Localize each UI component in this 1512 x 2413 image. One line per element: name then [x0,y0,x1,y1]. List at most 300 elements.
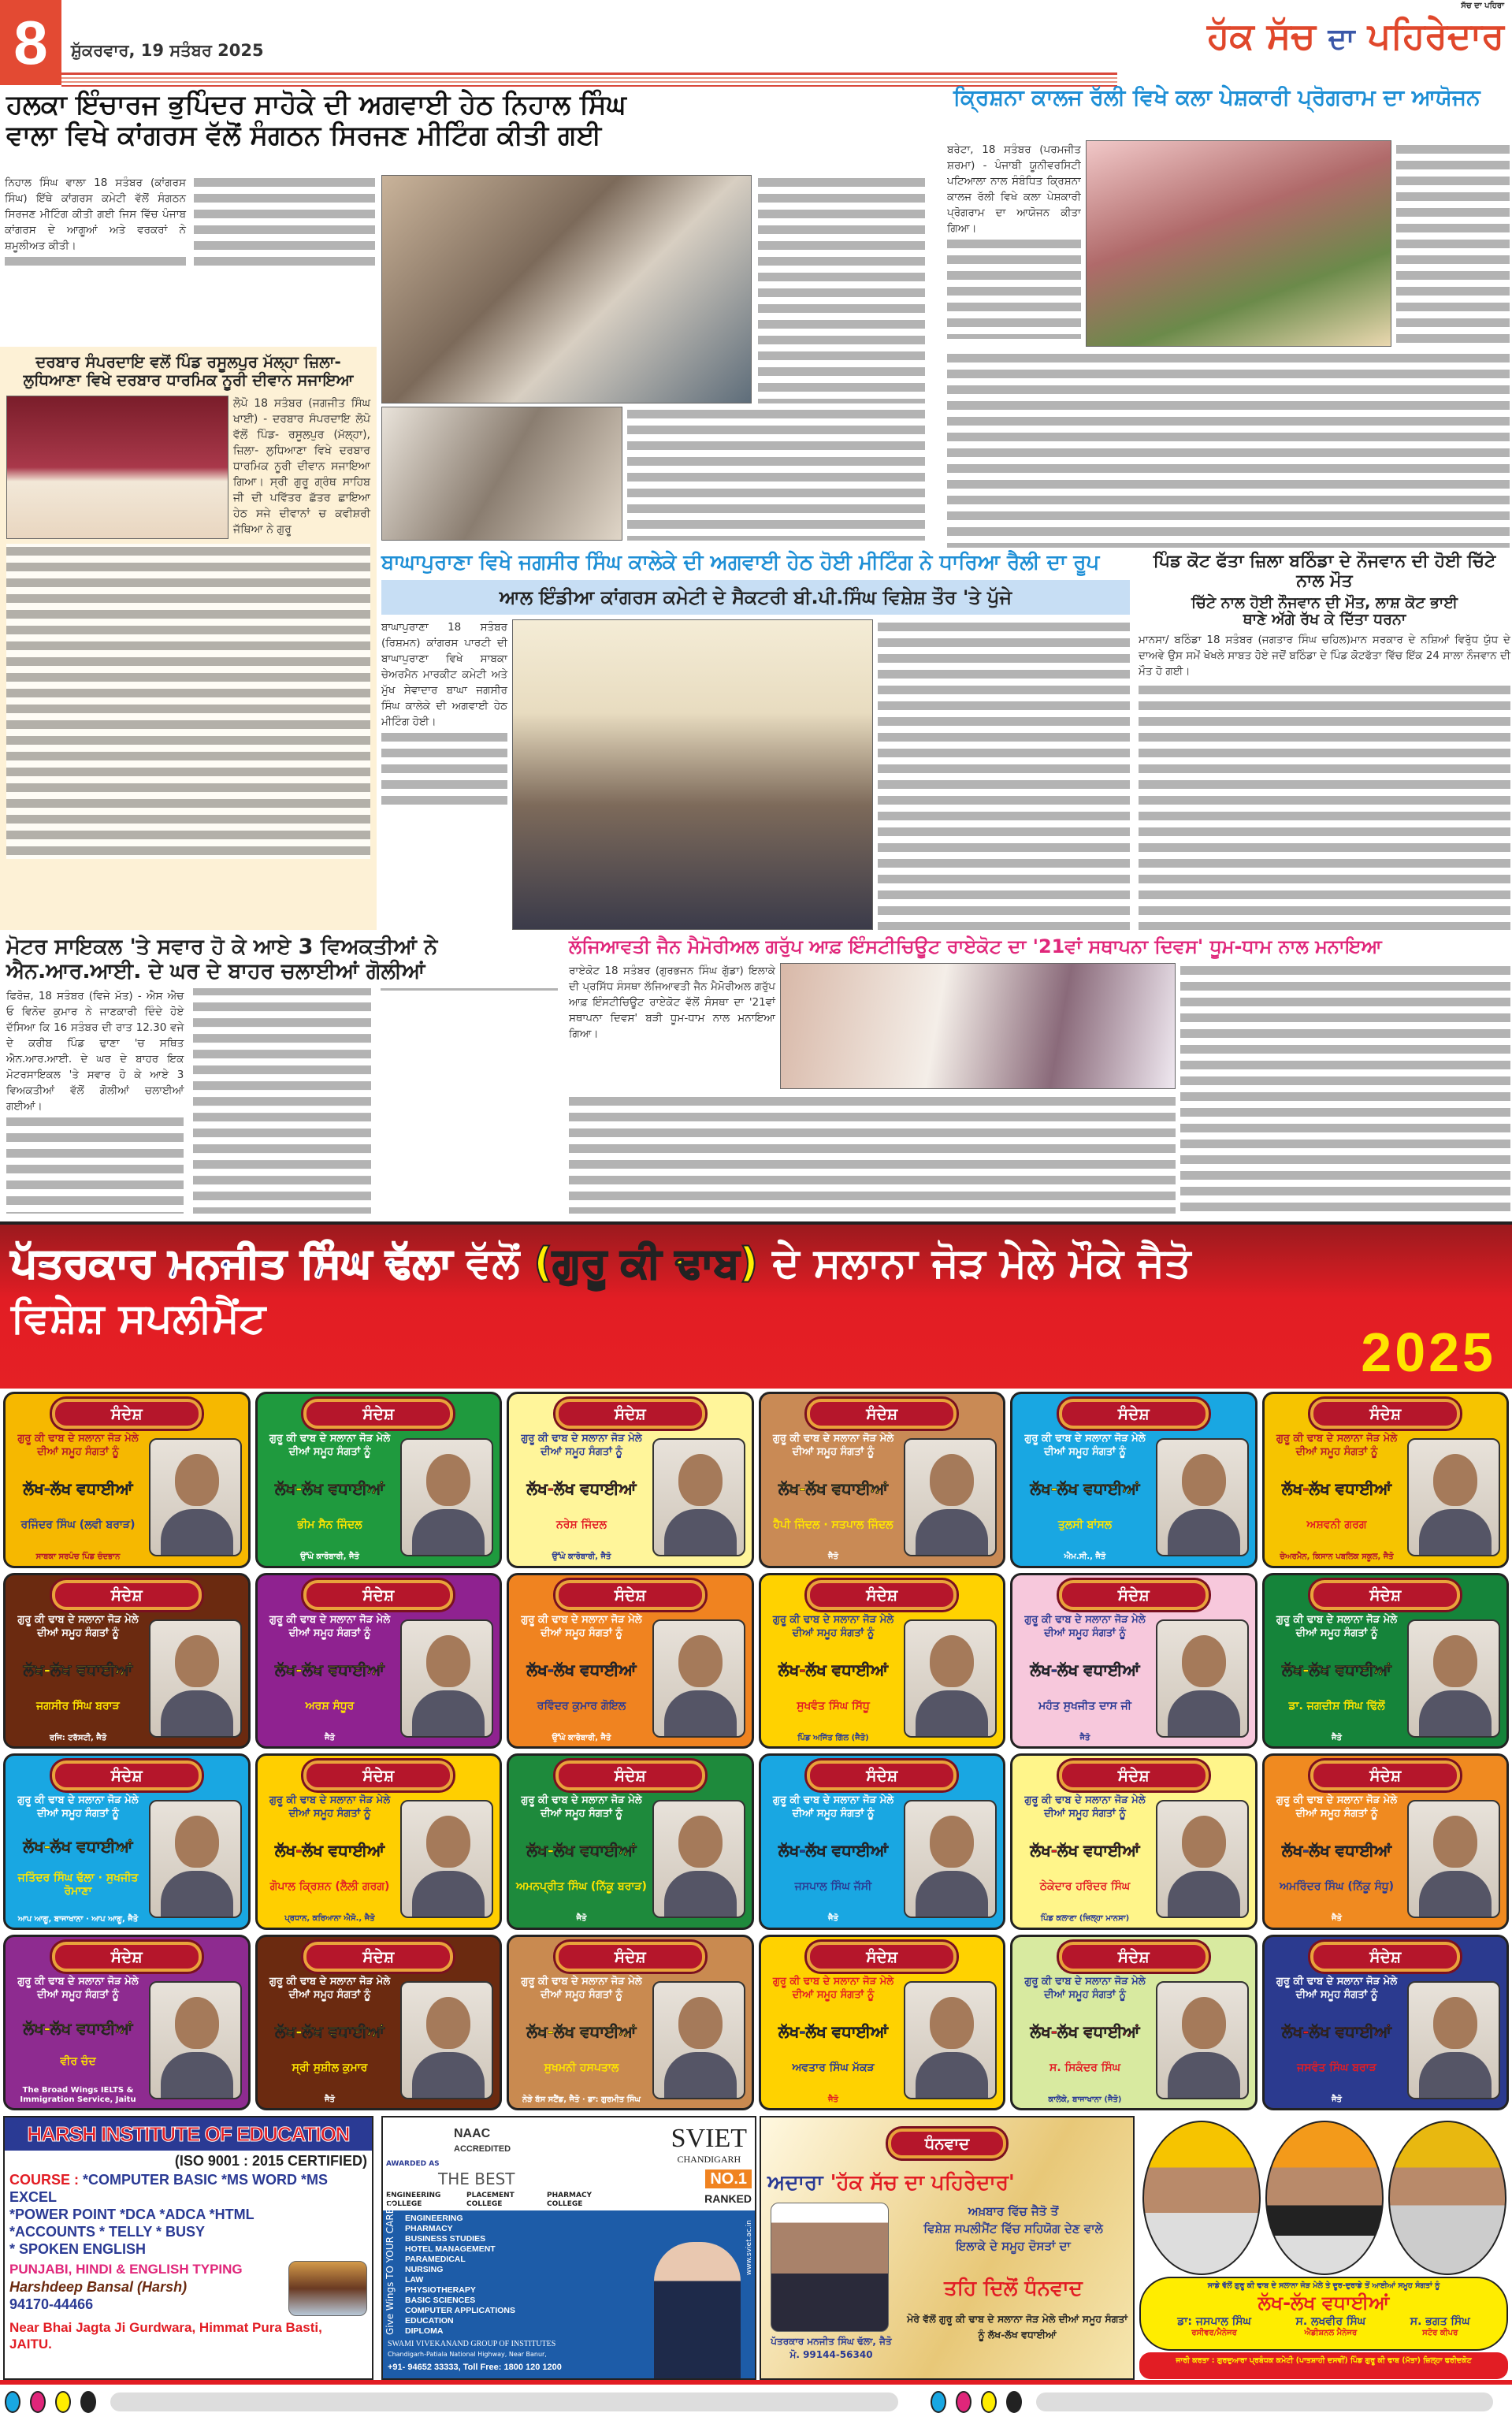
plaque: ਸੰਦੇਸ਼ [52,1399,202,1429]
committee-member [1296,2314,1366,2338]
card-subtitle: ਜੈਤੋ [828,1914,838,1924]
logo-part: ਹੱਕ ਸੱਚ [1207,14,1316,57]
greeting-ad-card [759,1753,1006,1930]
card-greeting: ਲੱਖ-ਲੱਖ ਵਧਾਈਆਂ [1282,1660,1391,1679]
committee-member [1177,2314,1251,2338]
course-label: COURSE : [9,2172,80,2188]
article-body [1139,682,1510,930]
article-body [878,619,1130,930]
card-greeting: ਲੱਖ-ਲੱਖ ਵਧਾਈਆਂ [275,1841,385,1861]
course-line: * SPOKEN ENGLISH [9,2241,147,2257]
headline-krishna: ਕ੍ਰਿਸ਼ਨਾ ਕਾਲਜ ਰੱਲੀ ਵਿਖੇ ਕਲਾ ਪੇਸ਼ਕਾਰੀ ਪ੍ਰੋਗਰਾਮ ਦਾ ਆਯੋਜਨ [953,84,1480,110]
person-photo [149,1800,242,1918]
person-photo [1156,1438,1249,1556]
student-photo [654,2242,741,2380]
plaque: ਸੰਦੇਸ਼ [303,1580,453,1610]
supplement-title [11,1236,1287,1346]
phone-number: ਮੋ. 99144-56340 [789,2349,873,2360]
award-label: ENGINEERING COLLEGE [386,2192,441,2208]
registration-mark [981,2391,997,2413]
headline-line: ਮੋਟਰ ਸਾਇਕਲ 'ਤੇ ਸਵਾਰ ਹੋ ਕੇ ਆਏ 3 ਵਿਅਕਤੀਆਂ ਨੇ [6,935,438,959]
phone-number: +91- 94652 33333, Toll Free: 1800 120 1200 [388,2363,562,2372]
card-greeting: ਲੱਖ-ਲੱਖ ਵਧਾਈਆਂ [1030,1479,1140,1499]
article-body [6,544,370,859]
card-message: ਗੁਰੂ ਕੀ ਢਾਬ ਦੇ ਸਲਾਨਾ ਜੋੜ ਮੇਲੇ ਦੀਆਂ ਸਮੂਹ ਸੰਗਤਾਂ ਨੂੰ [269,1433,391,1458]
course-item: COMPUTER APPLICATIONS [405,2306,516,2315]
article-body: ਰਾਏਕੋਟ 18 ਸਤੰਬਰ (ਗੁਰਭਜਨ ਸਿੰਘ ਗੁੱਡਾ) ਇਲਾਕੇ ਦੀ ਪ੍ਰਸਿੱਧ ਸੰਸਥਾ ਲੱਜਿਆਵਤੀ ਜੈਨ ਮੈਮੋਰੀਅਲ ਗਰੁੱਪ ਆਫ਼ ਇੰਸਟੀਚਿਊਟ ਰਾਏਕੋਟ ਵੱਲੋਂ ਸੰਸਥਾ ਦਾ '21ਵਾਂ ਸਥਾਪਨਾ ਦਿਵਸ' ਬੜੀ ਧੂਮ-ਧਾਮ ਨਾਲ ਮਨਾਇਆ ਗਿਆ। [569,964,775,1040]
card-subtitle: ਨੇੜੇ ਬੱਸ ਸਟੈਂਡ, ਜੈਤੋ · ਡਾ: ਗੁਰਮੀਤ ਸਿੰਘ [522,2095,641,2104]
registration-mark [80,2391,96,2413]
website[interactable]: www.sviet.ac.in [745,2220,753,2276]
contact-person: Harshdeep Bansal (Harsh) [9,2279,188,2295]
greeting: ਲੱਖ-ਲੱਖ ਵਧਾਈਆਂ [1258,2292,1390,2314]
subhead-line: ਥਾਣੇ ਅੱਗੇ ਰੱਖ ਕੇ ਦਿੱਤਾ ਧਰਨਾ [1243,611,1406,629]
course-item: BASIC SCIENCES [405,2296,476,2305]
person-photo [652,1619,745,1738]
plaque: ਧੰਨਵਾਦ [888,2129,1006,2158]
group-name: SWAMI VIVEKANAND GROUP OF INSTITUTES [388,2340,556,2348]
card-message: ਗੁਰੂ ਕੀ ਢਾਬ ਦੇ ਸਲਾਨਾ ਜੋੜ ਮੇਲੇ ਦੀਆਂ ਸਮੂਹ ਸੰਗਤਾਂ ਨੂੰ [521,1613,642,1639]
card-text [1268,1794,1406,1924]
plaque: ਸੰਦੇਸ਼ [807,1580,957,1610]
person-photo [1156,1800,1249,1918]
card-name: ਰਜਿੰਦਰ ਸਿੰਘ (ਲਵੀ ਬਰਾੜ) [20,1519,136,1532]
card-greeting: ਲੱਖ-ਲੱਖ ਵਧਾਈਆਂ [23,2018,133,2038]
greeting-ad-card [1010,1573,1258,1749]
card-text [512,1975,651,2106]
person-photo [652,1800,745,1918]
supplement-year: 2025 [1361,1322,1496,1383]
person-photo [1156,1619,1249,1738]
card-subtitle: ਚੇਅਰਮੈਨ, ਕਿਸਾਨ ਪਬਲਿਕ ਸਕੂਲ, ਜੈਤੋ [1280,1552,1394,1562]
greeting-ad-card [3,1392,251,1568]
greeting-ad-card [759,1935,1006,2111]
course-line: *POWER POINT *DCA *ADCA *HTML [9,2207,254,2222]
card-greeting: ਲੱਖ-ਲੱਖ ਵਧਾਈਆਂ [23,1836,133,1856]
greeting-ad-card [507,1392,754,1568]
logo-tagline: ਸੱਚ ਦਾ ਪਹਿਰਾ [1461,2,1504,10]
person-photo [400,1619,493,1738]
card-greeting: ਲੱਖ-ਲੱਖ ਵਧਾਈਆਂ [275,2021,385,2041]
news-photo [381,407,622,541]
news-photo [381,175,752,403]
card-greeting: ਲੱਖ-ਲੱਖ ਵਧਾਈਆਂ [778,1479,888,1499]
plaque: ਸੰਦੇਸ਼ [52,1760,202,1790]
no1-badge: NO.1 [705,2169,752,2188]
person-photo [904,1800,997,1918]
card-name: ਡਾ. ਜਗਦੀਸ਼ ਸਿੰਘ ਢਿੱਲੋਂ [1288,1699,1385,1712]
article-body: ਲੋਪੋ 18 ਸਤੰਬਰ (ਜਗਜੀਤ ਸਿੰਘ ਖਾਈ) - ਦਰਬਾਰ ਸੰਪਰਦਾਇ ਲੋਪੋ ਵੱਲੋਂ ਪਿੰਡ- ਰਸੂਲਪੁਰ (ਮੱਲ੍ਹਾ), ਜ਼ਿਲਾ- ਲੁਧਿਆਣਾ ਵਿਖੇ ਦਰਬਾਰ ਧਾਰਮਿਕ ਨੂਰੀ ਦੀਵਾਨ ਸਜਾਇਆ ਗਿਆ। ਸ੍ਰੀ ਗੁਰੂ ਗ੍ਰੰਥ ਸਾਹਿਬ ਜੀ ਦੀ ਪਵਿੱਤਰ ਛੱਤਰ ਛਾਇਆ ਹੇਠ ਸਜੇ ਦੀਵਾਨਾਂ ਚ ਕਵੀਸ਼ਰੀ ਜੱਥਿਆ ਨੇ ਗੁਰੂ [233,397,370,536]
registration-mark [30,2391,46,2413]
card-greeting: ਲੱਖ-ਲੱਖ ਵਧਾਈਆਂ [23,1660,133,1679]
person-photo [652,1981,745,2099]
news-photo [6,396,228,539]
card-text [512,1613,651,1744]
ranked-label: RANKED [704,2192,752,2205]
darbar-article [0,347,377,930]
card-subtitle: The Broad Wings IELTS & Immigration Service, Jaitu [20,2085,136,2104]
headline-line: ਐਨ.ਆਰ.ਆਈ. ਦੇ ਘਰ ਦੇ ਬਾਹਰ ਚਲਾਈਆਂ ਗੋਲੀਆਂ [6,959,425,984]
person-photo [904,1981,997,2099]
issue-date: ਸ਼ੁੱਕਰਵਾਰ, 19 ਸਤੰਬਰ 2025 [71,41,264,60]
award-label: PLACEMENT COLLEGE [466,2192,515,2208]
tagline: Give Wings TO YOUR CAREER [385,2195,396,2335]
headline-halka [6,90,940,151]
greeting-ad-card [507,1753,754,1930]
member-role: ਰਸੀਵਰ/ਮੈਨੇਜਰ [1191,2329,1237,2337]
person-photo [149,1438,242,1556]
member-name: ਡਾ: ਜਸਪਾਲ ਸਿੰਘ [1177,2315,1251,2328]
plaque: ਸੰਦੇਸ਼ [807,1760,957,1790]
card-name: ਹੈਪੀ ਜਿੰਦਲ · ਸਤਪਾਲ ਜਿੰਦਲ [773,1519,893,1532]
greeting-ad-card [507,1573,754,1749]
card-text [261,1794,399,1924]
greeting-ad-card [3,1753,251,1930]
gray-bar [1036,2393,1493,2411]
card-greeting: ਲੱਖ-ਲੱਖ ਵਧਾਈਆਂ [778,1660,888,1679]
headline-line: ਵਾਲਾ ਵਿਖੇ ਕਾਂਗਰਸ ਵੱਲੋਂ ਸੰਗਠਨ ਸਿਰਜਣ ਮੀਟਿੰਗ ਕੀਤੀ ਗਈ [6,120,602,152]
card-greeting: ਲੱਖ-ਲੱਖ ਵਧਾਈਆਂ [526,2021,637,2041]
card-greeting: ਲੱਖ-ਲੱਖ ਵਧਾਈਆਂ [1282,1841,1391,1861]
card-message: ਗੁਰੂ ਕੀ ਢਾਬ ਦੇ ਸਲਾਨਾ ਜੋੜ ਮੇਲੇ ਦੀਆਂ ਸਮੂਹ ਸੰਗਤਾਂ ਨੂੰ [17,1613,139,1639]
course-line: *COMPUTER BASIC *MS WORD *MS EXCEL [9,2172,329,2205]
member-name: ਸ. ਲਖਵੀਰ ਸਿੰਘ [1295,2315,1366,2328]
card-text [764,1794,903,1924]
card-greeting: ਲੱਖ-ਲੱਖ ਵਧਾਈਆਂ [1282,2021,1391,2041]
person-photo [904,1619,997,1738]
headline-line: ਹਲਕਾ ਇੰਚਾਰਜ ਭੁਪਿੰਦਰ ਸਾਹੋਕੇ ਦੀ ਅਗਵਾਈ ਹੇਠ ਨਿਹਾਲ ਸਿੰਘ [6,89,626,121]
card-name: ਵੀਰ ਚੰਦ [60,2054,96,2068]
best-label: THE BEST [438,2169,515,2188]
card-subtitle: ਜੈਤੋ [325,2095,335,2104]
card-greeting: ਲੱਖ-ਲੱਖ ਵਧਾਈਆਂ [1030,1841,1140,1861]
card-name: ਜਗਸੀਰ ਸਿੰਘ ਬਰਾੜ [36,1699,120,1712]
course-item: DIPLOMA [405,2326,444,2336]
reporter-name: ਪੱਤਰਕਾਰ ਮਨਜੀਤ ਸਿੰਘ ਢੱਲਾ, ਜੈਤੋ [771,2336,892,2347]
subhead-kotfatta [1139,595,1510,630]
article-body [569,1094,1176,1214]
course-item: PARAMEDICAL [405,2255,466,2264]
article-body [947,351,1510,548]
accredited-label: ACCREDITED [454,2144,511,2154]
person-photo [1156,1981,1249,2099]
card-text [1016,1613,1154,1744]
subhead-line: ਚਿੱਟੇ ਨਾਲ ਹੋਈ ਨੌਜਵਾਨ ਦੀ ਮੌਤ, ਲਾਸ਼ ਕੋਟ ਭਾਈ [1191,593,1458,612]
registration-mark [55,2391,71,2413]
card-greeting: ਲੱਖ-ਲੱਖ ਵਧਾਈਆਂ [275,1660,385,1679]
card-text [1268,1432,1406,1563]
logo-part: ਪਹਿਰੇਦਾਰ [1367,14,1504,57]
card-message: ਗੁਰੂ ਕੀ ਢਾਬ ਦੇ ਸਲਾਨਾ ਜੋੜ ਮੇਲੇ ਦੀਆਂ ਸਮੂਹ ਸੰਗਤਾਂ ਨੂੰ [1276,1794,1398,1820]
course-item: NURSING [405,2265,444,2274]
card-greeting: ਲੱਖ-ਲੱਖ ਵਧਾਈਆਂ [778,2021,888,2041]
text-line: ਅਖ਼ਬਾਰ ਵਿੱਚ ਜੈਤੋ ਤੋਂ [968,2204,1059,2218]
card-name: ਅਮਰਿੰਦਰ ਸਿੰਘ (ਨਿੱਕੂ ਸੰਧੂ) [1279,1880,1394,1894]
headline-lajja: ਲੱਜਿਆਵਤੀ ਜੈਨ ਮੈਮੋਰੀਅਲ ਗਰੁੱਪ ਆਫ਼ ਇੰਸਟੀਚਿਊਟ ਰਾਏਕੋਟ ਦਾ '21ਵਾਂ ਸਥਾਪਨਾ ਦਿਵਸ' ਧੂਮ-ਧਾਮ ਨਾਲ ਮਨਾਇਆ [569,935,1382,957]
card-subtitle: ਜੈਤੋ [828,1552,838,1562]
card-subtitle: ਸਾਬਕਾ ਸਰਪੰਚ ਪਿੰਡ ਚੰਦਭਾਨ [35,1552,121,1562]
person-photo [1388,2121,1506,2275]
course-item: LAW [405,2275,424,2285]
plaque: ਸੰਦੇਸ਼ [52,1580,202,1610]
gray-bar [110,2393,898,2411]
intro-line: ਸਾਡੇ ਵੱਲੋਂ ਗੁਰੂ ਕੀ ਢਾਬ ਦੇ ਸਲਾਨਾ ਜੋੜ ਮੇਲੇ ਤੇ ਦੂਰ-ਦੁਰਾਡੇ ਤੋਂ ਆਈਆਂ ਸਮੂਹ ਸੰਗਤਾਂ ਨੂੰ [1207,2281,1440,2290]
greeting-ads-grid [0,1389,1512,2114]
card-message: ਗੁਰੂ ਕੀ ਢਾਬ ਦੇ ਸਲਾਨਾ ਜੋੜ ਮੇਲੇ ਦੀਆਂ ਸਮੂਹ ਸੰਗਤਾਂ ਨੂੰ [17,1794,139,1820]
plaque: ਸੰਦੇਸ਼ [303,1760,453,1790]
plaque: ਸੰਦੇਸ਼ [1059,1760,1209,1790]
card-subtitle: ਰਜਿ: ਟਰੱਸਟੀ, ਜੈਤੋ [49,1733,107,1742]
card-message: ਗੁਰੂ ਕੀ ਢਾਬ ਦੇ ਸਲਾਨਾ ਜੋੜ ਮੇਲੇ ਦੀਆਂ ਸਮੂਹ ਸੰਗਤਾਂ ਨੂੰ [1024,1975,1146,2001]
person-photo [1407,1619,1500,1738]
card-name: ਨਰੇਸ਼ ਜਿੰਦਲ [555,1519,607,1532]
naac-label: NAAC [454,2127,491,2140]
card-message: ਗੁਰੂ ਕੀ ਢਾਬ ਦੇ ਸਲਾਨਾ ਜੋੜ ਮੇਲੇ ਦੀਆਂ ਸਮੂਹ ਸੰਗਤਾਂ ਨੂੰ [1024,1433,1146,1458]
greeting-ad-card [255,1935,503,2111]
member-name: ਸ. ਭਗਤ ਸਿੰਘ [1410,2315,1470,2328]
typing-line: PUNJABI, HINDI & ENGLISH TYPING [9,2262,243,2277]
card-message: ਗੁਰੂ ਕੀ ਢਾਬ ਦੇ ਸਲਾਨਾ ਜੋੜ ਮੇਲੇ ਦੀਆਂ ਸਮੂਹ ਸੰਗਤਾਂ ਨੂੰ [17,1975,139,2001]
article-body: ਬਾਘਾਪੁਰਾਣਾ 18 ਸਤੰਬਰ (ਰਿਸ਼ਮਨ) ਕਾਂਗਰਸ ਪਾਰਟੀ ਦੀ ਬਾਘਾਪੁਰਾਣਾ ਵਿਖੇ ਸਾਬਕਾ ਚੇਅਰਮੈਨ ਮਾਰਕੀਟ ਕਮੇਟੀ ਅਤੇ ਮੁੱਖ ਸੇਵਾਦਾਰ ਬਾਘਾ ਜਗਸੀਰ ਸਿੰਘ ਕਾਲੇਕੇ ਦੀ ਅਗਵਾਈ ਹੇਠ ਮੀਟਿੰਗ ਹੋਈ। [381,619,507,930]
adara-label: ਅਦਾਰਾ [767,2171,823,2195]
greeting-ad-card [1262,1935,1510,2111]
card-text [9,1432,147,1563]
greeting-ad-card [1010,1392,1258,1568]
greeting-ad-card [1010,1753,1258,1930]
card-subtitle: ਕਾਲੇਕੇ, ਬਾਜਾਖਾਨਾ (ਜੈਤੋ) [1048,2095,1122,2104]
article-body: ਨਿਹਾਲ ਸਿੰਘ ਵਾਲਾ 18 ਸਤੰਬਰ (ਕਾਂਗਰਸ ਸਿੰਘ) ਇੱਥੇ ਕਾਂਗਰਸ ਕਮੇਟੀ ਵੱਲੋਂ ਸੰਗਠਨ ਸਿਰਜਣ ਮੀਟਿੰਗ ਕੀਤੀ ਗਈ ਜਿਸ ਵਿੱਚ ਪੰਜਾਬ ਕਾਂਗਰਸ ਦੇ ਆਗੂਆਂ ਅਤੇ ਵਰਕਰਾਂ ਨੇ ਸ਼ਮੂਲੀਅਤ ਕੀਤੀ। [5,175,375,344]
card-message: ਗੁਰੂ ਕੀ ਢਾਬ ਦੇ ਸਲਾਨਾ ਜੋੜ ਮੇਲੇ ਦੀਆਂ ਸਮੂਹ ਸੰਗਤਾਂ ਨੂੰ [1276,1975,1398,2001]
title-part: ਵੱਲੋਂ [466,1240,520,1287]
person-photo [652,1438,745,1556]
card-text [512,1794,651,1924]
brand: SVIET [671,2124,747,2153]
course-item: PHARMACY [405,2224,453,2233]
card-name: ਰਵਿੰਦਰ ਕੁਮਾਰ ਗੋਇਲ [537,1699,626,1712]
thanks-line: ਤਹਿ ਦਿਲੋਂ ਧੰਨਵਾਦ [944,2277,1083,2300]
person-photo [288,2261,367,2316]
card-message: ਗੁਰੂ ਕੀ ਢਾਬ ਦੇ ਸਲਾਨਾ ਜੋੜ ਮੇਲੇ ਦੀਆਂ ਸਮੂਹ ਸੰਗਤਾਂ ਨੂੰ [521,1433,642,1458]
awarded-label: AWARDED AS [386,2160,440,2168]
card-greeting: ਲੱਖ-ਲੱਖ ਵਧਾਈਆਂ [1030,1660,1140,1679]
headline-bagha: ਬਾਘਾਪੁਰਾਣਾ ਵਿਖੇ ਜਗਸੀਰ ਸਿੰਘ ਕਾਲੇਕੇ ਦੀ ਅਗਵਾਈ ਹੇਠ ਹੋਈ ਮੀਟਿੰਗ ਨੇ ਧਾਰਿਆ ਰੈਲੀ ਦਾ ਰੂਪ [381,551,1100,574]
ad-dhanwad [760,2116,1135,2380]
card-subtitle: ਜੈਤੋ [828,2095,838,2104]
person-photo [400,1438,493,1556]
card-name: ਅਰਸ਼ ਸੰਧੂਰ [305,1699,355,1712]
card-message: ਗੁਰੂ ਕੀ ਢਾਬ ਦੇ ਸਲਾਨਾ ਜੋੜ ਮੇਲੇ ਦੀਆਂ ਸਮੂਹ ਸੰਗਤਾਂ ਨੂੰ [269,1794,391,1820]
card-subtitle: ਜੈਤੋ [325,1733,335,1742]
paper-name: 'ਹੱਕ ਸੱਚ ਦਾ ਪਹਿਰੇਦਾਰ' [830,2171,1015,2195]
card-greeting: ਲੱਖ-ਲੱਖ ਵਧਾਈਆਂ [526,1841,637,1861]
card-message: ਗੁਰੂ ਕੀ ਢਾਬ ਦੇ ਸਲਾਨਾ ਜੋੜ ਮੇਲੇ ਦੀਆਂ ਸਮੂਹ ਸੰਗਤਾਂ ਨੂੰ [1276,1433,1398,1458]
person-photo [771,2203,889,2332]
card-subtitle: ਉੱਘੇ ਕਾਰੋਬਾਰੀ, ਜੈਤੋ [552,1552,611,1562]
card-text [512,1432,651,1563]
article-body: ਫਿਰੋਜ਼, 18 ਸਤੰਬਰ (ਵਿਜੇ ਮੱਤ) - ਐਸ ਐਚ ਓ ਵਿਨੋਦ ਕੁਮਾਰ ਨੇ ਜਾਣਕਾਰੀ ਦਿੰਦੇ ਹੋਏ ਦੱਸਿਆ ਕਿ 16 ਸਤੰਬਰ ਦੀ ਰਾਤ 12.30 ਵਜੇ ਦੇ ਕਰੀਬ ਪਿੰਡ ਢਾਣਾ 'ਚ ਸਥਿਤ ਐਨ.ਆਰ.ਆਈ. ਦੇ ਘਰ ਦੇ ਬਾਹਰ ਇਕ ਮੋਟਰਸਾਇਕਲ 'ਤੇ ਸਵਾਰ ਹੋ ਕੇ ਆਏ 3 ਵਿਅਕਤੀਆਂ ਵੱਲੋਂ ਗੋਲੀਆਂ ਚਲਾਈਆਂ ਗਈਆਂ। [6,988,558,1214]
course-line: *ACCOUNTS * TELLY * BUSY [9,2224,206,2240]
card-name: ਗੋਪਾਲ ਕ੍ਰਿਸ਼ਨ (ਲੈਲੀ ਗਰਗ) [269,1880,390,1894]
plaque: ਸੰਦੇਸ਼ [555,1760,705,1790]
plaque: ਸੰਦੇਸ਼ [52,1942,202,1972]
news-photo [512,619,873,930]
person-photo [904,1438,997,1556]
card-greeting: ਲੱਖ-ਲੱਖ ਵਧਾਈਆਂ [23,1479,133,1499]
issuer-line: ਜਾਰੀ ਕਰਤਾ : ਗੁਰਦੁਆਰਾ ਪ੍ਰਬੰਧਕ ਕਮੇਟੀ (ਪਾਤਸ਼ਾਹੀ ਦਸਵੀਂ) ਪਿੰਡ ਗੁਰੂ ਕੀ ਢਾਬ (ਮੱਤਾ) ਜ਼ਿਲ੍ਹਾ ਫਰੀਦਕੋਟ [1139,2352,1508,2379]
iso-label: (ISO 9001 : 2015 CERTIFIED) [174,2153,367,2169]
supplement-banner [0,1221,1512,1389]
page-number: 8 [0,0,61,85]
card-name: ਠੇਕੇਦਾਰ ਹਰਿੰਦਰ ਸਿੰਘ [1039,1880,1131,1894]
card-subtitle: ਜੈਤੋ [1079,1733,1090,1742]
greeting-ad-card [3,1935,251,2111]
headline-line: ਦਰਬਾਰ ਸੰਪਰਦਾਇ ਵਲੋਂ ਪਿੰਡ ਰਸੂਲਪੁਰ ਮੱਲ੍ਹਾ ਜ਼ਿਲਾ- [35,352,341,371]
registration-mark [931,2391,946,2413]
plaque: ਸੰਦੇਸ਼ [555,1399,705,1429]
plaque: ਸੰਦੇਸ਼ [1059,1580,1209,1610]
card-greeting: ਲੱਖ-ਲੱਖ ਵਧਾਈਆਂ [275,1479,385,1499]
person-photo [1407,1981,1500,2099]
registration-mark [1006,2391,1022,2413]
course-item: EDUCATION [405,2316,454,2326]
ad-sviet [381,2116,756,2380]
card-name: ਅਵਤਾਰ ਸਿੰਘ ਮੱਕੜ [792,2061,875,2074]
card-text [1016,1975,1154,2106]
card-subtitle: ਜੈਤੋ [1332,2095,1342,2104]
card-subtitle: ਉੱਘੇ ਕਾਰੋਬਾਰੀ, ਜੈਤੋ [552,1733,611,1742]
plaque: ਸੰਦੇਸ਼ [303,1942,453,1972]
news-photo [1086,140,1391,347]
article-body: ਮਾਨਸਾ/ ਬਠਿੰਡਾ 18 ਸਤੰਬਰ (ਜਗਤਾਰ ਸਿੰਘ ਚਹਿਲ)ਮਾਨ ਸਰਕਾਰ ਦੇ ਨਸ਼ਿਆਂ ਵਿਰੁੱਧ ਯੁੱਧ ਦੇ ਦਾਅਵੇ ਉਸ ਸਮੇਂ ਖੋਖਲੇ ਸਾਬਤ ਹੋਏ ਜਦੋਂ ਬਠਿੰਡਾ ਦੇ ਪਿੰਡ ਕੋਟਫੱਤਾ ਵਿੱਚ ਇੱਕ 24 ਸਾਲਾ ਨੌਜਵਾਨ ਦੀ ਮੌਤ ਹੋ ਗਈ। [1139,634,1510,679]
person-photo [1407,1438,1500,1556]
phone-number: 94170-44466 [9,2296,94,2312]
plaque: ਸੰਦੇਸ਼ [303,1399,453,1429]
greeting-ad-card [255,1573,503,1749]
article-body [1180,963,1510,1214]
card-text [764,1432,903,1563]
card-name: ਤੁਲਸੀ ਬਾਂਸਲ [1057,1519,1113,1532]
kotfatta-article [1139,552,1510,930]
news-photo [780,963,1176,1089]
text-line: ਇਲਾਕੇ ਦੇ ਸਮੂਹ ਦੋਸਤਾਂ ਦਾ [956,2239,1071,2253]
person-photo [1265,2121,1384,2275]
city: CHANDIGARH [677,2154,741,2165]
address: Chandigarh-Patiala National Highway, Near Banur, [388,2351,547,2358]
headline-line: ਲੁਧਿਆਣਾ ਵਿਖੇ ਦਰਬਾਰ ਧਾਰਮਿਕ ਨੂਰੀ ਦੀਵਾਨ ਸਜਾਇਆ [23,370,354,389]
headline-motor [6,935,558,983]
card-subtitle: ਉੱਘੇ ਕਾਰੋਬਾਰੀ, ਜੈਤੋ [300,1552,359,1562]
plaque: ਸੰਦੇਸ਼ [1310,1942,1460,1972]
greeting-ad-card [507,1935,754,2111]
ad-harsh-institute [3,2116,373,2380]
card-message: ਗੁਰੂ ਕੀ ਢਾਬ ਦੇ ਸਲਾਨਾ ਜੋੜ ਮੇਲੇ ਦੀਆਂ ਸਮੂਹ ਸੰਗਤਾਂ ਨੂੰ [521,1794,642,1820]
course-item: HOTEL MANAGEMENT [405,2244,496,2254]
masthead-logo [1207,2,1504,58]
article-body [1396,142,1510,347]
greeting-ad-card [255,1392,503,1568]
card-name: ਭੀਮ ਸੈਨ ਜਿੰਦਲ [297,1519,362,1532]
wish-text: ਮੇਰੇ ਵੱਲੋਂ ਗੁਰੂ ਕੀ ਢਾਬ ਦੇ ਸਲਾਨਾ ਜੋੜ ਮੇਲੇ ਦੀਆਂ ਸਮੂਹ ਸੰਗਤਾਂ ਨੂੰ ਲੱਖ-ਲੱਖ ਵਧਾਈਆਂ [907,2313,1127,2340]
greeting-ad-card [255,1753,503,1930]
card-text [9,1613,147,1744]
card-message: ਗੁਰੂ ਕੀ ਢਾਬ ਦੇ ਸਲਾਨਾ ਜੋੜ ਮੇਲੇ ਦੀਆਂ ਸਮੂਹ ਸੰਗਤਾਂ ਨੂੰ [521,1975,642,2001]
card-subtitle: ਐਮ.ਸੀ., ਜੈਤੋ [1064,1552,1106,1562]
card-name: ਸੁਖਮਨੀ ਹਸਪਤਾਲ [544,2061,619,2074]
card-subtitle: ਜੈਤੋ [1332,1733,1342,1742]
card-message: ਗੁਰੂ ਕੀ ਢਾਬ ਦੇ ਸਲਾਨਾ ਜੋੜ ਮੇਲੇ ਦੀਆਂ ਸਮੂਹ ਸੰਗਤਾਂ ਨੂੰ [772,1975,894,2001]
logo-part: ਦਾ [1328,23,1355,55]
greeting-ad-card [759,1573,1006,1749]
article-body [758,175,925,403]
card-name: ਸ੍ਰੀ ਸੁਸ਼ੀਲ ਕੁਮਾਰ [292,2061,368,2074]
card-text [764,1613,903,1744]
plaque: ਸੰਦੇਸ਼ [807,1942,957,1972]
article-body [627,407,925,541]
registration-mark [956,2391,971,2413]
card-name: ਅਮਨਪ੍ਰੀਤ ਸਿੰਘ (ਨਿੱਕੂ ਬਰਾੜ) [516,1880,647,1894]
card-name: ਅਸ਼ਵਨੀ ਗਰਗ [1306,1519,1367,1532]
greeting-ad-card [1262,1573,1510,1749]
title-part: (ਗੁਰੂ ਕੀ ਢਾਬ) [533,1240,759,1287]
card-text [261,1975,399,2106]
headline-darbar [6,353,370,389]
card-message: ਗੁਰੂ ਕੀ ਢਾਬ ਦੇ ਸਲਾਨਾ ਜੋੜ ਮੇਲੇ ਦੀਆਂ ਸਮੂਹ ਸੰਗਤਾਂ ਨੂੰ [772,1794,894,1820]
card-name: ਜਸਪਾਲ ਸਿੰਘ ਜੱਸੀ [794,1880,872,1894]
card-subtitle: ਪਿੰਡ ਕਲਾਣਾ (ਜ਼ਿਲ੍ਹਾ ਮਾਨਸਾ) [1040,1914,1130,1924]
card-message: ਗੁਰੂ ਕੀ ਢਾਬ ਦੇ ਸਲਾਨਾ ਜੋੜ ਮੇਲੇ ਦੀਆਂ ਸਮੂਹ ਸੰਗਤਾਂ ਨੂੰ [772,1433,894,1458]
member-role: ਸਟੋਰ ਕੀਪਰ [1422,2329,1458,2337]
card-subtitle: ਪਿੰਡ ਅਜਿੱਤ ਗਿੱਲ (ਜੈਤੋ) [797,1733,869,1742]
card-message: ਗੁਰੂ ਕੀ ਢਾਬ ਦੇ ਸਲਾਨਾ ਜੋੜ ਮੇਲੇ ਦੀਆਂ ਸਮੂਹ ਸੰਗਤਾਂ ਨੂੰ [1024,1613,1146,1639]
card-subtitle: ਆਪ ਆਗੂ, ਬਾਜਾਖਾਨਾ · ਆਪ ਆਗੂ, ਜੈਤੋ [17,1914,139,1924]
card-text [261,1613,399,1744]
person-photo [149,1981,242,2099]
person-photo [400,1981,493,2099]
card-name: ਸ. ਸਿਕੰਦਰ ਸਿੰਘ [1049,2061,1120,2074]
card-text [9,1975,147,2106]
card-text [1016,1794,1154,1924]
course-item: ENGINEERING [405,2214,463,2223]
motor-article [6,935,558,1214]
title-part: ਦੇ ਸਲਾਨਾ ਜੋੜ ਮੇਲੇ ਮੌਕੇ ਜੈਤੋ ਵਿਸ਼ੇਸ਼ ਸਪਲੀਮੈਂਟ [11,1240,1191,1342]
person-photo [1407,1800,1500,1918]
text-line: ਵਿਸ਼ੇਸ਼ ਸਪਲੀਮੈਂਟ ਵਿੱਚ ਸਹਿਯੋਗ ਦੇਣ ਵਾਲੇ [923,2222,1103,2236]
card-message: ਗੁਰੂ ਕੀ ਢਾਬ ਦੇ ਸਲਾਨਾ ਜੋੜ ਮੇਲੇ ਦੀਆਂ ਸਮੂਹ ਸੰਗਤਾਂ ਨੂੰ [17,1433,139,1458]
card-text [1268,1613,1406,1744]
registration-mark [5,2391,20,2413]
card-message: ਗੁਰੂ ਕੀ ਢਾਬ ਦੇ ਸਲਾਨਾ ਜੋੜ ਮੇਲੇ ਦੀਆਂ ਸਮੂਹ ਸੰਗਤਾਂ ਨੂੰ [1276,1613,1398,1639]
member-role: ਐਡੀਸ਼ਨਲ ਮੈਨੇਜਰ [1304,2329,1358,2337]
plaque: ਸੰਦੇਸ਼ [807,1399,957,1429]
card-name: ਜਤਿੰਦਰ ਸਿੰਘ ਢੱਲਾ · ਸੁਖਜੀਤ ਰੋਮਾਣਾ [17,1872,139,1898]
bagha-article [381,552,1130,930]
card-text [764,1975,903,2106]
greeting-ad-card [1262,1753,1510,1930]
subhead-bagha: ਆਲ ਇੰਡੀਆ ਕਾਂਗਰਸ ਕਮੇਟੀ ਦੇ ਸੈਕਟਰੀ ਬੀ.ਪੀ.ਸਿੰਘ ਵਿਸ਼ੇਸ਼ ਤੌਰ 'ਤੇ ਪੁੱਜੇ [381,580,1130,615]
card-message: ਗੁਰੂ ਕੀ ਢਾਬ ਦੇ ਸਲਾਨਾ ਜੋੜ ਮੇਲੇ ਦੀਆਂ ਸਮੂਹ ਸੰਗਤਾਂ ਨੂੰ [1024,1794,1146,1820]
card-subtitle: ਜੈਤੋ [1332,1914,1342,1924]
committee-member [1410,2314,1470,2338]
card-greeting: ਲੱਖ-ਲੱਖ ਵਧਾਈਆਂ [1282,1479,1391,1499]
award-label: PHARMACY COLLEGE [547,2192,593,2208]
course-item: PHYSIOTHERAPY [405,2285,476,2295]
person-photo [149,1619,242,1738]
card-message: ਗੁਰੂ ਕੀ ਢਾਬ ਦੇ ਸਲਾਨਾ ਜੋੜ ਮੇਲੇ ਦੀਆਂ ਸਮੂਹ ਸੰਗਤਾਂ ਨੂੰ [269,1613,391,1639]
plaque: ਸੰਦੇਸ਼ [1310,1399,1460,1429]
ad-title: HARSH INSTITUTE OF EDUCATION [5,2117,372,2151]
lajja-article [569,936,1510,1214]
greeting-ad-card [3,1573,251,1749]
